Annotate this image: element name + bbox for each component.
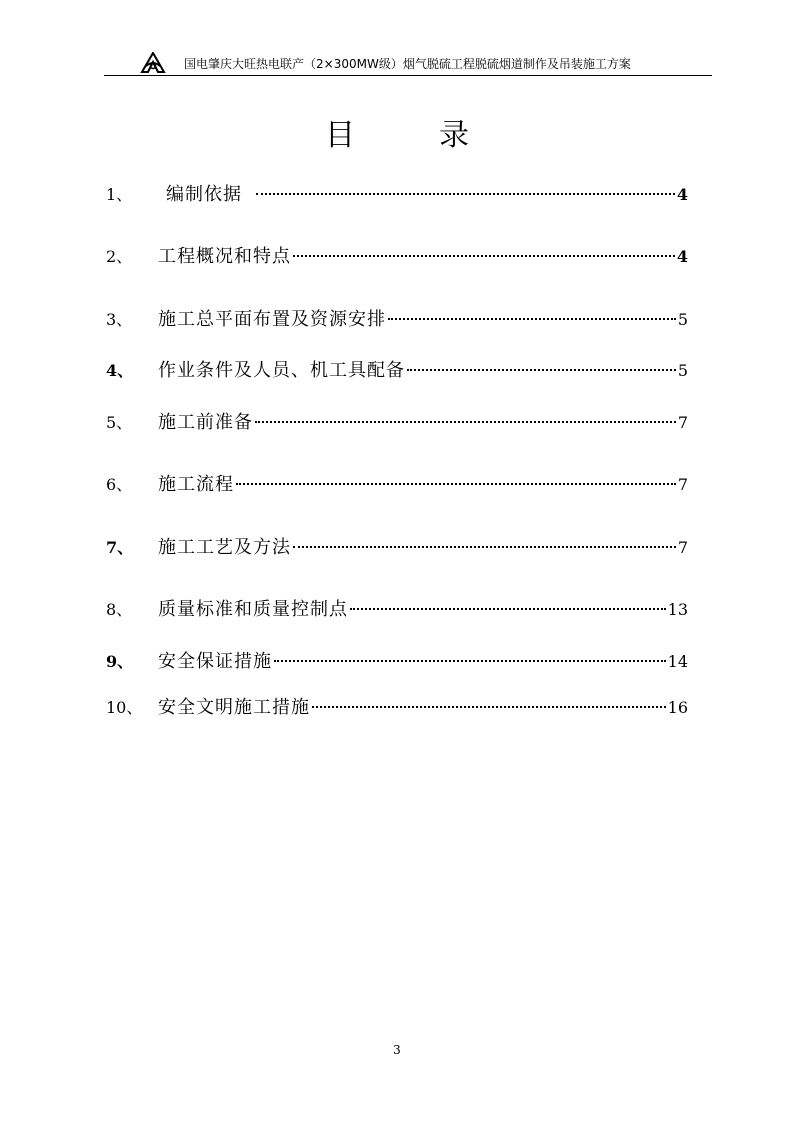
toc-entry-6[interactable] bbox=[106, 470, 688, 494]
toc-entry-number: 8、 bbox=[106, 600, 133, 619]
toc-title bbox=[0, 110, 794, 154]
toc-entry-number: 3、 bbox=[106, 310, 133, 329]
toc-entry-page: 14 bbox=[667, 652, 688, 671]
toc-leader-dots bbox=[255, 421, 676, 423]
company-logo-icon bbox=[140, 52, 166, 74]
toc-title-char-2: 录 bbox=[439, 118, 469, 153]
toc-entry-page: 7 bbox=[677, 413, 688, 432]
toc-entry-page: 16 bbox=[667, 698, 688, 717]
toc-entry-page: 7 bbox=[677, 538, 688, 557]
toc-entry-number: 1、 bbox=[106, 185, 133, 204]
toc-entry-number: 4、 bbox=[106, 361, 134, 380]
toc-leader-dots bbox=[256, 193, 675, 195]
toc-entry-1[interactable] bbox=[106, 180, 688, 204]
toc-leader-dots bbox=[236, 483, 676, 485]
toc-entry-label: 施工流程 bbox=[158, 474, 234, 495]
toc-entry-label: 质量标准和质量控制点 bbox=[158, 599, 348, 620]
toc-entry-label: 施工总平面布置及资源安排 bbox=[158, 309, 386, 330]
toc-leader-dots bbox=[274, 660, 666, 662]
toc-entry-number: 2、 bbox=[106, 247, 133, 266]
toc-leader-dots bbox=[293, 546, 676, 548]
toc-entry-3[interactable] bbox=[106, 305, 688, 329]
toc-entry-number: 9、 bbox=[106, 652, 134, 671]
toc-entry-label: 作业条件及人员、机工具配备 bbox=[158, 360, 405, 381]
toc-leader-dots bbox=[388, 318, 676, 320]
toc-entry-number: 5、 bbox=[106, 413, 133, 432]
toc-entry-page: 7 bbox=[677, 475, 688, 494]
toc-entry-label: 安全文明施工措施 bbox=[158, 697, 310, 718]
toc-entry-label: 施工前准备 bbox=[158, 412, 253, 433]
toc-entry-2[interactable] bbox=[106, 242, 688, 266]
toc-leader-dots bbox=[293, 255, 675, 257]
toc-entry-label: 编制依据 bbox=[166, 184, 242, 205]
toc-entry-10[interactable] bbox=[106, 693, 688, 717]
toc-entry-7[interactable] bbox=[106, 533, 688, 557]
toc-title-char-1: 目 bbox=[325, 118, 355, 153]
toc-entry-8[interactable] bbox=[106, 595, 688, 619]
toc-entry-page: 4 bbox=[676, 247, 688, 266]
toc-entry-4[interactable] bbox=[106, 356, 688, 380]
toc-entry-5[interactable] bbox=[106, 408, 688, 432]
toc-entry-number: 6、 bbox=[106, 475, 133, 494]
toc-leader-dots bbox=[407, 369, 676, 371]
header-title: 国电肇庆大旺热电联产（2×300MW级）烟气脱硫工程脱硫烟道制作及吊装施工方案 bbox=[184, 57, 631, 71]
toc-entry-number: 7、 bbox=[106, 538, 134, 557]
toc-entry-label: 施工工艺及方法 bbox=[158, 537, 291, 558]
toc-entry-page: 5 bbox=[677, 361, 688, 380]
header-divider bbox=[104, 75, 712, 76]
page-number: 3 bbox=[393, 1043, 401, 1057]
toc-entry-page: 4 bbox=[676, 185, 688, 204]
toc-entry-page: 5 bbox=[677, 310, 688, 329]
toc-entry-page: 13 bbox=[667, 600, 688, 619]
toc-leader-dots bbox=[350, 608, 666, 610]
toc-entry-9[interactable] bbox=[106, 647, 688, 671]
page-header bbox=[104, 52, 712, 76]
toc-entry-number: 10、 bbox=[106, 698, 143, 717]
toc-entry-label: 工程概况和特点 bbox=[158, 246, 291, 267]
toc-leader-dots bbox=[312, 706, 666, 708]
toc-entry-label: 安全保证措施 bbox=[158, 651, 272, 672]
